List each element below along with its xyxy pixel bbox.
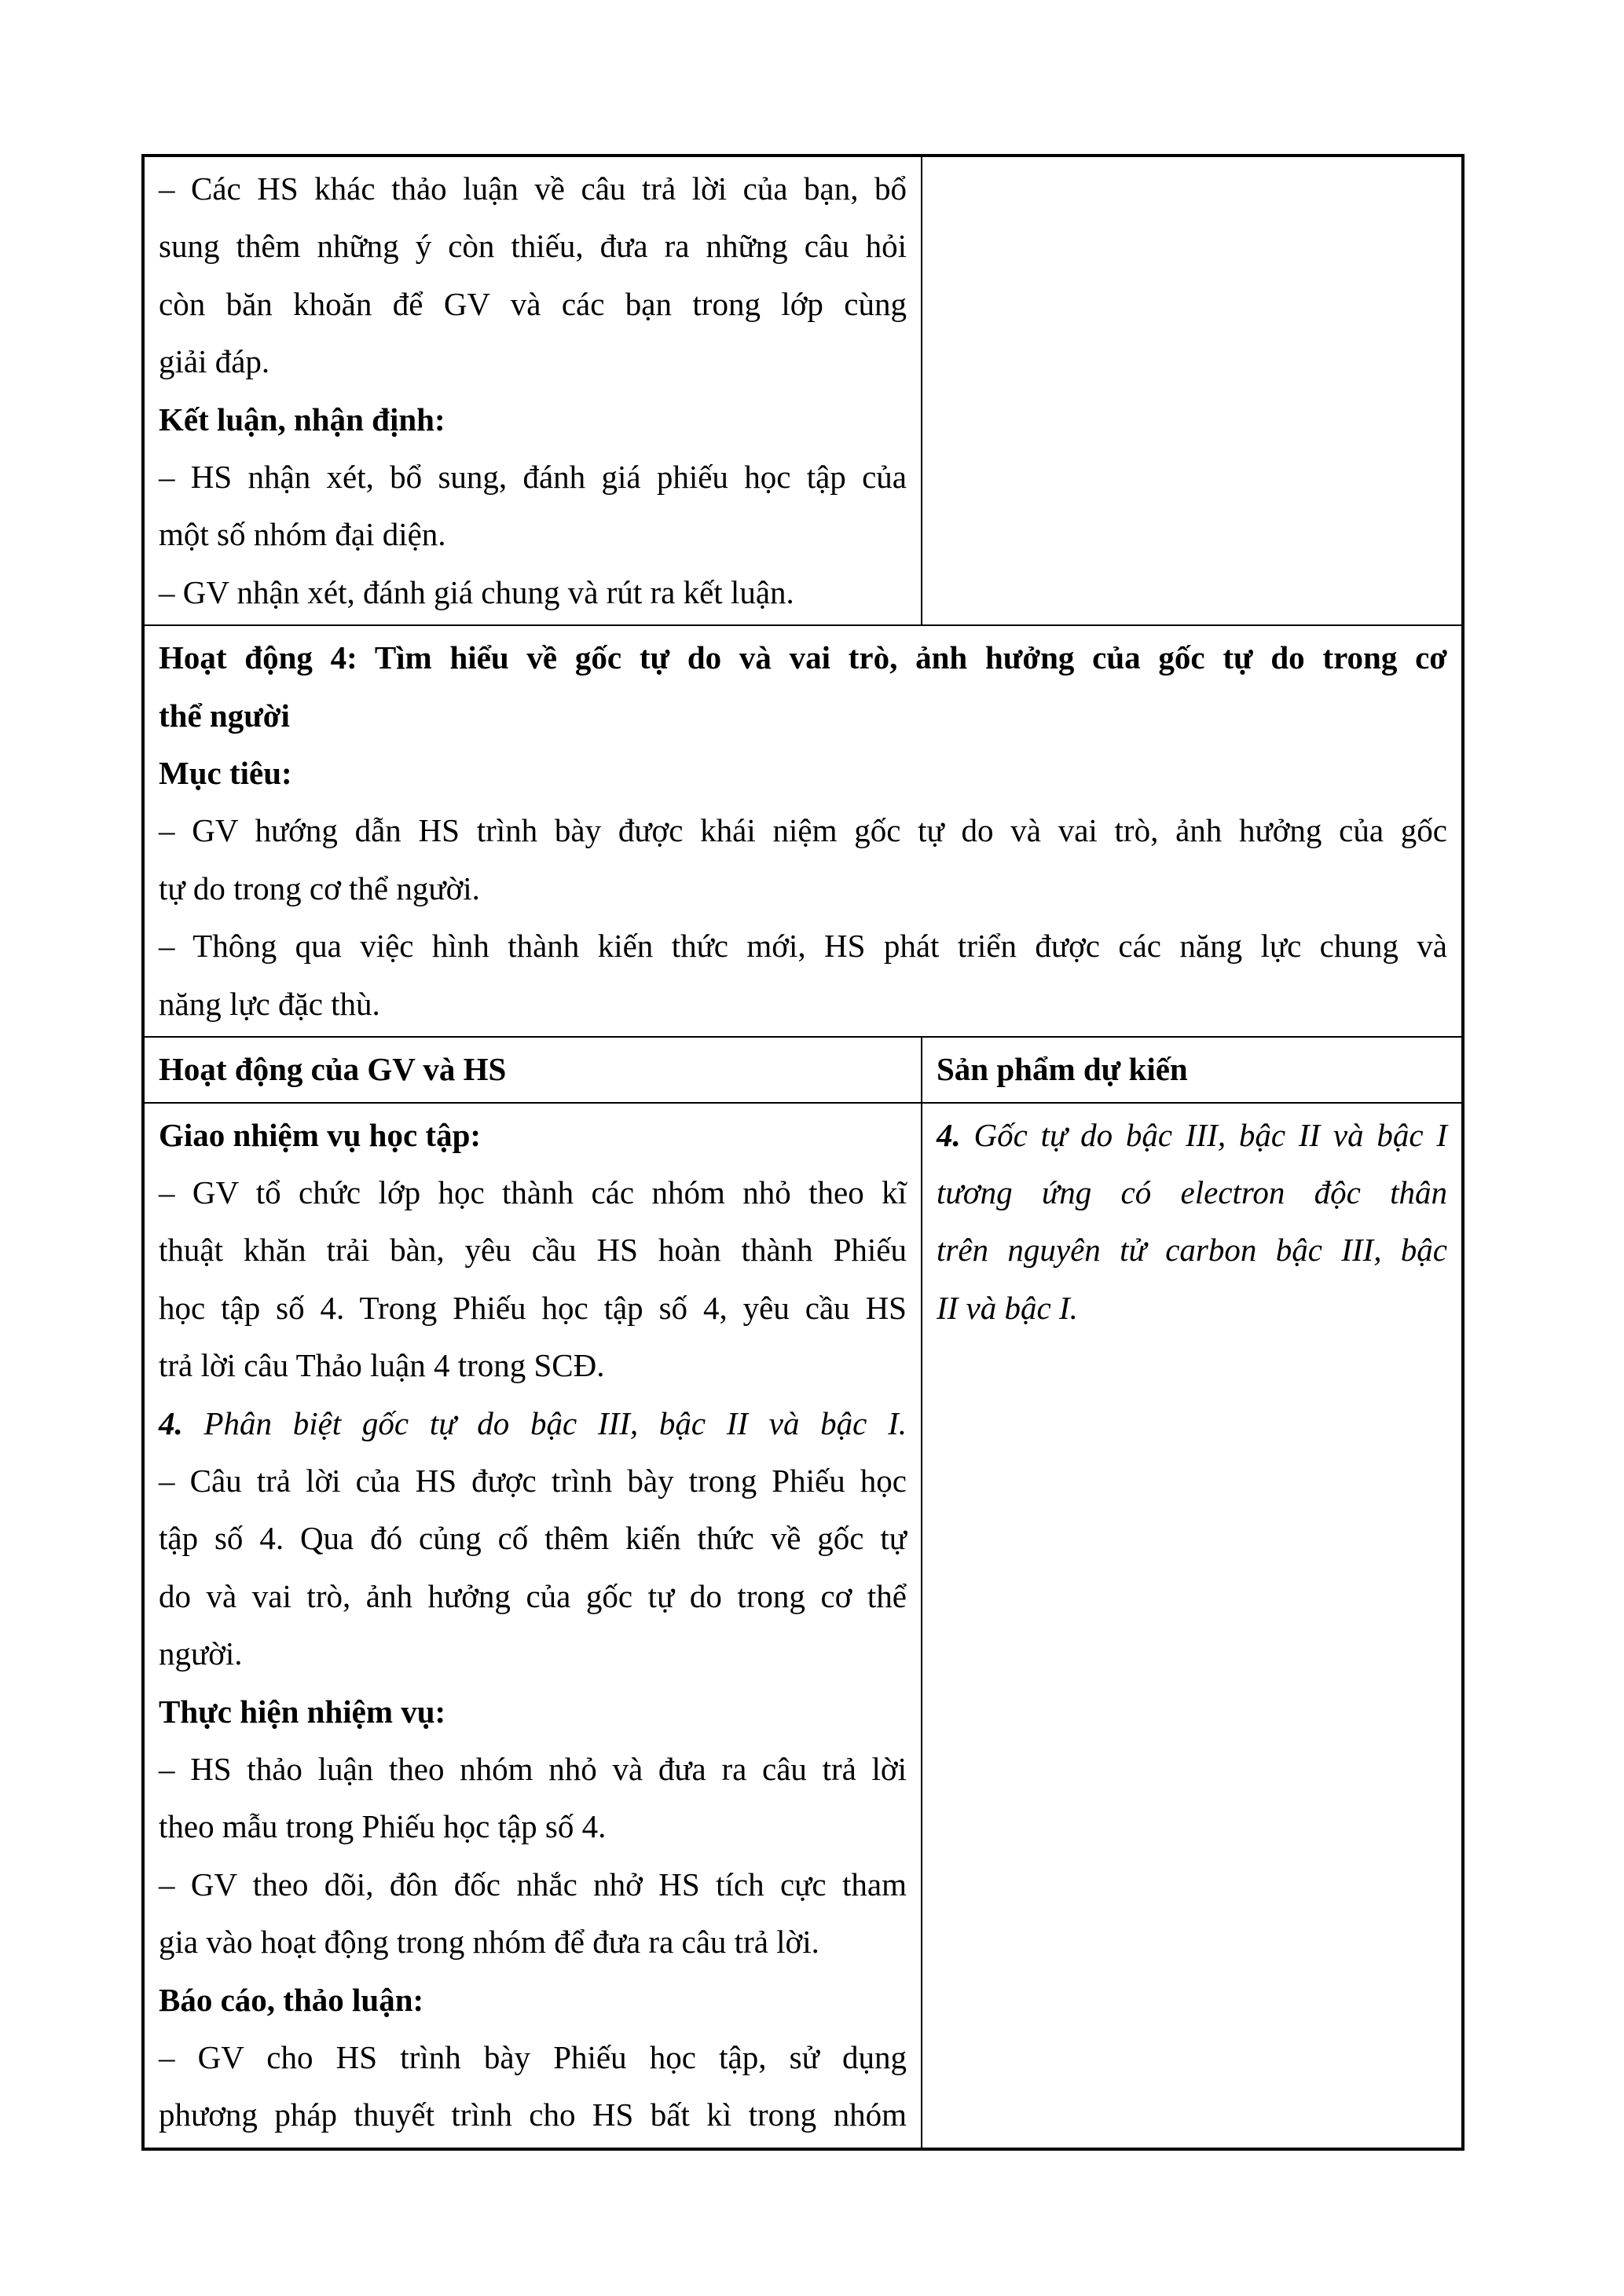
text-line: còn băn khoăn để GV và các bạn trong lớp cùng: [159, 285, 907, 322]
table-row: [144, 1103, 1462, 2148]
task-heading: Giao nhiệm vụ học tập:: [159, 1116, 482, 1153]
text-line: – Các HS khác thảo luận về câu trả lời của bạn, bổ: [159, 170, 907, 207]
column-header-label: Sản phẩm dự kiến: [937, 1051, 1188, 1088]
text-line: gia vào hoạt động trong nhóm để đưa ra câu trả lời.: [159, 1924, 819, 1961]
text-line: – HS nhận xét, bổ sung, đánh giá phiếu học tập của: [159, 459, 907, 496]
text-line: sung thêm những ý còn thiếu, đưa ra những câu hỏi: [159, 228, 907, 265]
product-line: tương ứng có electron độc thân: [937, 1174, 1447, 1210]
text-line: do và vai trò, ảnh hưởng của gốc tự do trong cơ thể: [159, 1577, 907, 1614]
column-header-label: Hoạt động của GV và HS: [159, 1051, 507, 1088]
text-line: – Thông qua việc hình thành kiến thức mới, HS phát triển được các năng lực chung và: [159, 928, 1447, 965]
question-text: Phân biệt gốc tự do bậc III, bậc II và bậc I.: [182, 1404, 907, 1441]
column-header: [922, 1037, 1462, 1102]
lesson-table: [143, 156, 1463, 2149]
product-text: Gốc tự do bậc III, bậc II và bậc I: [960, 1116, 1447, 1153]
report-heading: Báo cáo, thảo luận:: [159, 1981, 424, 2018]
activity-section: [144, 625, 1462, 1037]
text-line: – Câu trả lời của HS được trình bày trong Phiếu học: [159, 1462, 907, 1499]
text-line: tự do trong cơ thể người.: [159, 870, 480, 906]
text-line: – HS thảo luận theo nhóm nhỏ và đưa ra câu trả lời: [159, 1750, 907, 1787]
text-line: một số nhóm đại diện.: [159, 516, 446, 553]
text-line: – GV cho HS trình bày Phiếu học tập, sử dụng: [159, 2039, 907, 2075]
product-line: trên nguyên tử carbon bậc III, bậc: [937, 1232, 1447, 1269]
discussion-question: [159, 1395, 907, 1452]
table-header-row: [144, 1037, 1462, 1102]
text-line: theo mẫu trong Phiếu học tập số 4.: [159, 1808, 607, 1845]
product-cell: [922, 156, 1462, 625]
conclusion-heading: Kết luận, nhận định:: [159, 401, 445, 438]
text-line: tập số 4. Qua đó củng cố thêm kiến thức về gốc tự: [159, 1520, 907, 1557]
text-line: – GV hướng dẫn HS trình bày được khái niệm gốc tự do và vai trò, ảnh hưởng của gốc: [159, 812, 1447, 849]
text-line: học tập số 4. Trong Phiếu học tập số 4, yêu cầu HS: [159, 1289, 907, 1326]
product-line: II và bậc I.: [937, 1289, 1078, 1326]
text-line: giải đáp.: [159, 343, 270, 380]
lesson-plan-table: [141, 154, 1465, 2151]
text-line: – GV theo dõi, đôn đốc nhắc nhở HS tích cực tham: [159, 1866, 907, 1902]
activity-title: Hoạt động 4: Tìm hiểu về gốc tự do và vai trò, ảnh hưởng của gốc tự do trong cơ: [159, 639, 1447, 676]
activity-cell: [144, 1103, 922, 2148]
text-line: – GV nhận xét, đánh giá chung và rút ra kết luận.: [159, 573, 794, 610]
text-line: thuật khăn trải bàn, yêu cầu HS hoàn thành Phiếu: [159, 1232, 907, 1269]
table-row: [144, 625, 1462, 1037]
product-number: 4.: [937, 1116, 961, 1153]
activity-cell: [144, 156, 922, 625]
text-line: năng lực đặc thù.: [159, 985, 380, 1022]
table-row: [144, 156, 1462, 625]
text-line: người.: [159, 1635, 243, 1672]
text-line: phương pháp thuyết trình cho HS bất kì trong nhóm: [159, 2096, 907, 2133]
product-line: [937, 1107, 1447, 1164]
text-line: trả lời câu Thảo luận 4 trong SCĐ.: [159, 1347, 605, 1384]
activity-title-cont: thể người: [159, 697, 290, 734]
question-number: 4.: [159, 1404, 183, 1441]
column-header: [144, 1037, 922, 1102]
product-cell: [922, 1103, 1462, 2148]
text-line: – GV tổ chức lớp học thành các nhóm nhỏ theo kĩ: [159, 1174, 907, 1210]
exec-heading: Thực hiện nhiệm vụ:: [159, 1693, 446, 1730]
objective-heading: Mục tiêu:: [159, 755, 292, 792]
